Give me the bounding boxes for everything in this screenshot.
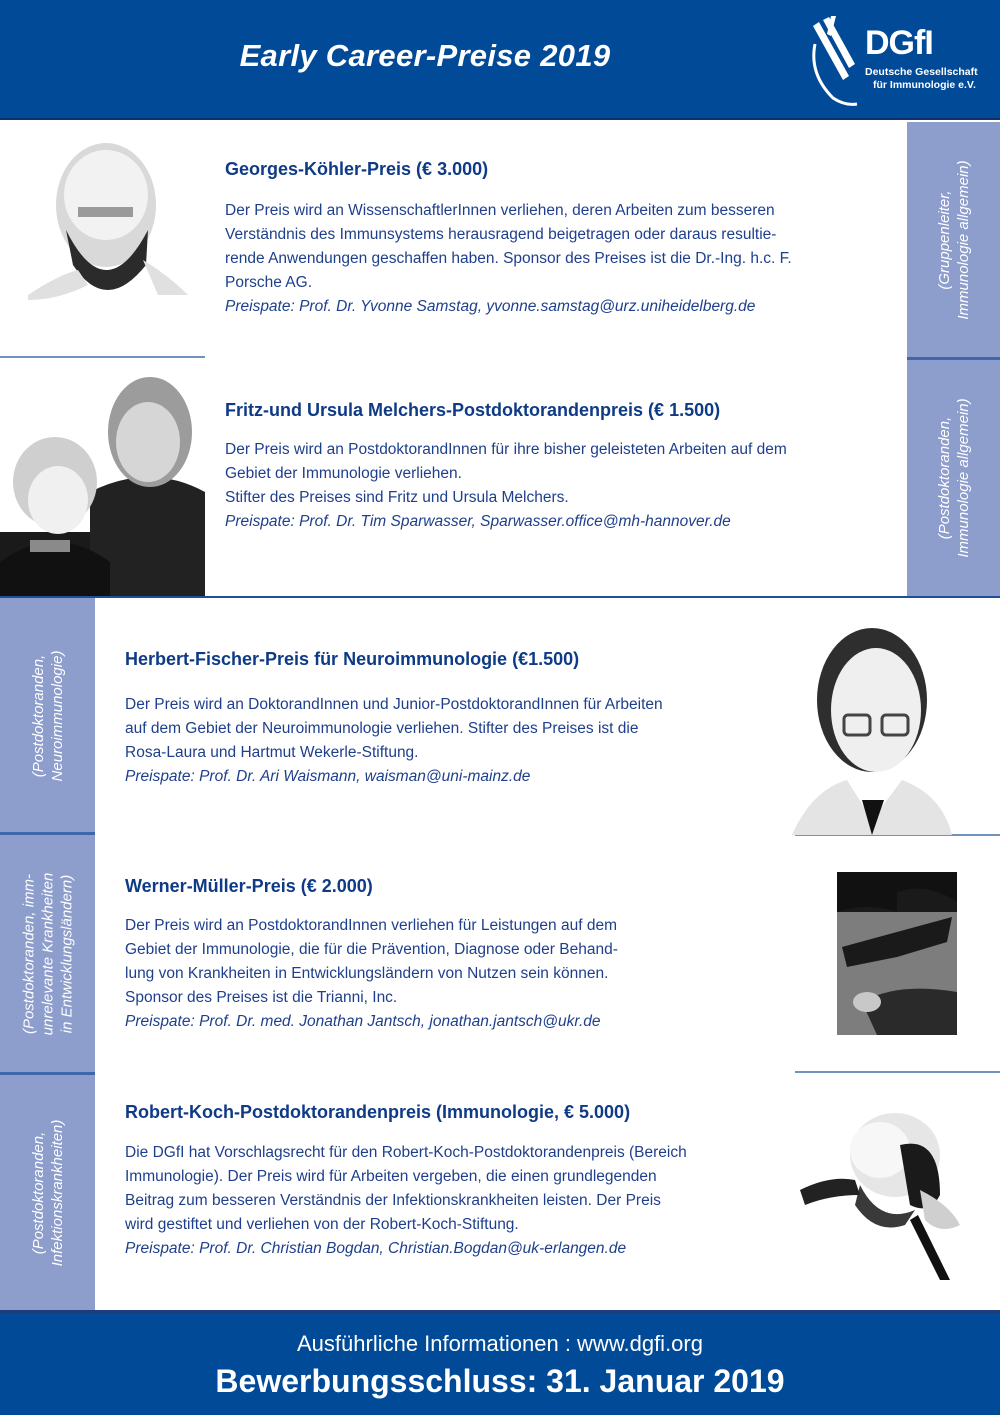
award-patron: Preispate: Prof. Dr. Ari Waismann, waisman@uni-mainz.de <box>125 768 531 785</box>
logo-subtitle-1: Deutsche Gesellschaft <box>865 66 978 78</box>
info-link-text: Ausführliche Informationen : www.dgfi.org <box>297 1331 703 1356</box>
logo-subtitle-2: für Immunologie e.V. <box>873 79 976 91</box>
award-patron: Preispate: Prof. Dr. Tim Sparwasser, Sparwasser.office@mh-hannover.de <box>225 513 731 530</box>
award-patron: Preispate: Prof. Dr. med. Jonathan Jantsch, jonathan.jantsch@ukr.de <box>125 1013 601 1030</box>
award-title: Herbert-Fischer-Preis für Neuroimmunologie (€1.500) <box>125 649 580 669</box>
logo-name: DGfI <box>865 24 933 62</box>
footer-banner <box>0 1310 1000 1415</box>
page-title: Early Career-Preise 2019 <box>239 38 611 73</box>
award-title: Werner-Müller-Preis (€ 2.000) <box>125 876 373 896</box>
portrait-fritz-ursula-melchers <box>0 362 205 596</box>
award-title: Fritz-und Ursula Melchers-Postdoktorandenpreis (€ 1.500) <box>225 400 721 420</box>
category-label: (Postdoktoranden, Infektionskrankheiten) <box>29 1119 66 1266</box>
dgfi-logo <box>805 14 995 110</box>
portrait-werner-mueller <box>837 872 957 1035</box>
application-deadline: Bewerbungsschluss: 31. Januar 2019 <box>215 1363 785 1399</box>
category-label: (Postdoktoranden, Immunologie allgemein) <box>935 398 972 558</box>
award-title: Robert-Koch-Postdoktorandenpreis (Immunologie, € 5.000) <box>125 1102 631 1122</box>
award-title: Georges-Köhler-Preis (€ 3.000) <box>225 159 489 179</box>
award-description: Die DGfI hat Vorschlagsrecht für den Robert-Koch-Postdoktorandenpreis (Bereich Immunologie). Der Preis wird für Arbeiten vergeben, die einen grundlegenden Beitrag zum besseren Verständnis der Infektionskrankheiten leisten. Der Preis wird gestiftet und verliehen von der Robert-Koch-Stiftung. Preispate: Prof. Dr. Christian Bogdan, Christian.Bogdan@uk-erlangen.de <box>125 1141 805 1261</box>
portrait-herbert-fischer <box>792 620 952 835</box>
award-patron: Preispate: Prof. Dr. Christian Bogdan, Christian.Bogdan@uk-erlangen.de <box>125 1240 627 1257</box>
award-description: Der Preis wird an DoktorandInnen und Junior-PostdoktorandInnen für Arbeiten auf dem Gebiet der Neuroimmunologie verliehen. Stifter des Preises ist die Rosa-Laura und Hartmut Wekerle-Stiftung. Preispate: Prof. Dr. Ari Waismann, waisman@uni-mainz.de <box>125 693 785 789</box>
section-divider <box>795 1071 1000 1073</box>
portrait-robert-koch <box>800 1095 970 1285</box>
category-tab-entwicklungslaender <box>0 835 95 1073</box>
portrait-georges-koehler <box>18 135 188 310</box>
category-label: (Postdoktoranden, Neuroimmunologie) <box>29 650 66 781</box>
section-divider <box>0 596 1000 598</box>
section-divider <box>0 356 205 358</box>
category-tab-neuroimmunologie <box>0 598 95 833</box>
award-description: Der Preis wird an WissenschaftlerInnen verliehen, deren Arbeiten zum besseren Verständnis des Immunsystems herausragend beigetragen oder daraus resultie- rende Anwendungen geschaffen haben. Sponsor des Preises ist die Dr.-Ing. h.c. F. Porsche AG. Preispate: Prof. Dr. Yvonne Samstag, yvonne.samstag@urz.uniheidelberg.de <box>225 199 900 319</box>
header-banner <box>0 0 1000 120</box>
category-label: (Postdoktoranden, imm- unrelevante Krankheiten in Entwicklungsländern) <box>20 872 75 1036</box>
award-description: Der Preis wird an PostdoktorandInnen verliehen für Leistungen auf dem Gebiet der Immunologie, die für die Prävention, Diagnose oder Behand- lung von Krankheiten in Entwicklungsländern von Nutzen sein können. Sponsor des Preises ist die Trianni, Inc. Preispate: Prof. Dr. med. Jonathan Jantsch, jonathan.jantsch@ukr.de <box>125 914 785 1034</box>
award-description: Der Preis wird an PostdoktorandInnen für ihre bisher geleisteten Arbeiten auf dem Gebiet der Immunologie verliehen. Stifter des Preises sind Fritz und Ursula Melchers. Preispate: Prof. Dr. Tim Sparwasser, Sparwasser.office@mh-hannover.de <box>225 438 905 534</box>
antibody-logo-icon <box>805 14 865 110</box>
category-label: (Gruppenleiter, Immunologie allgemein) <box>935 160 972 320</box>
category-tab-infektionskrankheiten <box>0 1075 95 1310</box>
category-tab-gruppenleiter <box>907 122 1000 358</box>
category-tab-postdoc-allgemein <box>907 360 1000 596</box>
award-patron: Preispate: Prof. Dr. Yvonne Samstag, yvonne.samstag@urz.uniheidelberg.de <box>225 298 756 315</box>
